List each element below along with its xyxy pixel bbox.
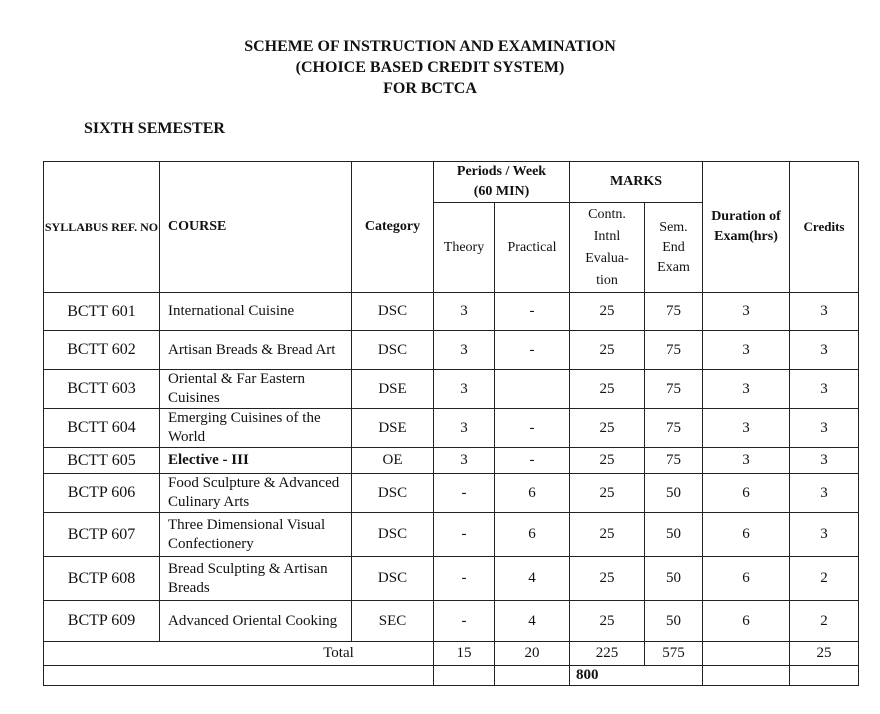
table-row xyxy=(44,474,859,513)
table-row xyxy=(44,601,859,642)
cell-duration: 6 xyxy=(703,474,790,513)
cell-sem: 50 xyxy=(645,557,703,601)
system-subtitle: (CHOICE BASED CREDIT SYSTEM) xyxy=(295,59,565,76)
header-theory: Theory xyxy=(434,203,495,293)
cell-credits: 3 xyxy=(790,474,859,513)
cell-sem: 75 xyxy=(645,293,703,331)
cell-theory: 3 xyxy=(434,331,495,370)
cell-course: Emerging Cuisines of the World xyxy=(160,409,352,448)
table-row xyxy=(44,409,859,448)
cell-duration: 3 xyxy=(703,331,790,370)
total-credits: 25 xyxy=(790,642,859,666)
cell-course: International Cuisine xyxy=(160,293,352,331)
cell-practical: - xyxy=(495,331,570,370)
cell-theory: - xyxy=(434,557,495,601)
cell-practical: 6 xyxy=(495,513,570,557)
cell-sem: 50 xyxy=(645,474,703,513)
cell-duration: 3 xyxy=(703,293,790,331)
cell-contn: 25 xyxy=(570,513,645,557)
cell-contn: 25 xyxy=(570,409,645,448)
scheme-table xyxy=(43,161,859,686)
cell-practical: 4 xyxy=(495,557,570,601)
cell-credits: 3 xyxy=(790,513,859,557)
cell-theory: - xyxy=(434,601,495,642)
total-duration xyxy=(703,642,790,666)
cell-category: DSE xyxy=(352,409,434,448)
cell-course: Food Sculpture & Advanced Culinary Arts xyxy=(160,474,352,513)
cell-duration: 6 xyxy=(703,557,790,601)
cell-course: Elective - III xyxy=(160,448,352,474)
marks-grand-total: 800 xyxy=(570,666,703,686)
cell-course: Bread Sculpting & Artisan Breads xyxy=(160,557,352,601)
cell-theory: 3 xyxy=(434,448,495,474)
cell-practical: - xyxy=(495,409,570,448)
cell-ref: BCTP 609 xyxy=(44,601,160,642)
cell-theory: 3 xyxy=(434,293,495,331)
table-row xyxy=(44,370,859,409)
table-row xyxy=(44,448,859,474)
cell-sem: 75 xyxy=(645,448,703,474)
cell-ref: BCTT 601 xyxy=(44,293,160,331)
cell-contn: 25 xyxy=(570,557,645,601)
cell-course: Three Dimensional Visual Confectionery xyxy=(160,513,352,557)
cell-credits: 3 xyxy=(790,409,859,448)
cell-theory: - xyxy=(434,474,495,513)
program-subtitle: FOR BCTCA xyxy=(383,80,477,97)
cell-credits: 2 xyxy=(790,557,859,601)
cell-credits: 3 xyxy=(790,448,859,474)
header-practical: Practical xyxy=(495,203,570,293)
header-course: COURSE xyxy=(160,162,352,293)
header-sem-end: Sem. End Exam xyxy=(645,203,703,293)
total-contn: 225 xyxy=(570,642,645,666)
cell-theory: 3 xyxy=(434,409,495,448)
cell-sem: 75 xyxy=(645,331,703,370)
cell-contn: 25 xyxy=(570,601,645,642)
cell-duration: 6 xyxy=(703,601,790,642)
cell-ref: BCTP 606 xyxy=(44,474,160,513)
total-theory: 15 xyxy=(434,642,495,666)
cell-sem: 50 xyxy=(645,601,703,642)
cell-practical: 6 xyxy=(495,474,570,513)
cell-duration: 3 xyxy=(703,370,790,409)
total-label: Total xyxy=(44,642,434,666)
cell-category: DSC xyxy=(352,513,434,557)
header-contn-eval: Contn. Intnl Evalua- tion xyxy=(570,203,645,293)
cell-category: OE xyxy=(352,448,434,474)
cell-course: Artisan Breads & Bread Art xyxy=(160,331,352,370)
cell-practical xyxy=(495,370,570,409)
cell-theory: 3 xyxy=(434,370,495,409)
total-empty-b xyxy=(434,666,495,686)
header-periods xyxy=(434,162,570,203)
total-empty-a xyxy=(44,666,434,686)
scheme-title: SCHEME OF INSTRUCTION AND EXAMINATION xyxy=(244,38,616,55)
cell-practical: - xyxy=(495,448,570,474)
cell-course: Oriental & Far Eastern Cuisines xyxy=(160,370,352,409)
cell-credits: 2 xyxy=(790,601,859,642)
cell-contn: 25 xyxy=(570,474,645,513)
total-empty-d xyxy=(703,666,790,686)
cell-sem: 75 xyxy=(645,370,703,409)
cell-ref: BCTP 607 xyxy=(44,513,160,557)
cell-theory: - xyxy=(434,513,495,557)
header-marks: MARKS xyxy=(570,162,703,203)
total-empty-c xyxy=(495,666,570,686)
cell-category: DSC xyxy=(352,474,434,513)
table-row xyxy=(44,293,859,331)
cell-contn: 25 xyxy=(570,448,645,474)
cell-ref: BCTT 602 xyxy=(44,331,160,370)
cell-category: DSC xyxy=(352,331,434,370)
cell-ref: BCTT 604 xyxy=(44,409,160,448)
cell-duration: 3 xyxy=(703,409,790,448)
cell-credits: 3 xyxy=(790,331,859,370)
cell-contn: 25 xyxy=(570,370,645,409)
cell-credits: 3 xyxy=(790,370,859,409)
cell-category: SEC xyxy=(352,601,434,642)
table-row xyxy=(44,513,859,557)
cell-ref: BCTT 603 xyxy=(44,370,160,409)
total-sem: 575 xyxy=(645,642,703,666)
header-duration: Duration of Exam(hrs) xyxy=(703,162,790,293)
cell-ref: BCTT 605 xyxy=(44,448,160,474)
cell-credits: 3 xyxy=(790,293,859,331)
cell-sem: 75 xyxy=(645,409,703,448)
total-practical: 20 xyxy=(495,642,570,666)
header-credits: Credits xyxy=(790,162,859,293)
cell-contn: 25 xyxy=(570,331,645,370)
cell-category: DSC xyxy=(352,293,434,331)
cell-category: DSC xyxy=(352,557,434,601)
cell-course: Advanced Oriental Cooking xyxy=(160,601,352,642)
semester-heading: SIXTH SEMESTER xyxy=(84,120,225,137)
cell-practical: - xyxy=(495,293,570,331)
cell-sem: 50 xyxy=(645,513,703,557)
cell-category: DSE xyxy=(352,370,434,409)
cell-contn: 25 xyxy=(570,293,645,331)
total-empty-e xyxy=(790,666,859,686)
cell-duration: 6 xyxy=(703,513,790,557)
cell-ref: BCTP 608 xyxy=(44,557,160,601)
header-periods-label: Periods / Week xyxy=(456,164,547,179)
table-row xyxy=(44,331,859,370)
header-syllabus-ref: SYLLABUS REF. NO xyxy=(44,162,160,293)
cell-duration: 3 xyxy=(703,448,790,474)
cell-practical: 4 xyxy=(495,601,570,642)
header-periods-sub: (60 MIN) xyxy=(473,184,530,199)
table-row xyxy=(44,557,859,601)
header-category: Category xyxy=(352,162,434,293)
